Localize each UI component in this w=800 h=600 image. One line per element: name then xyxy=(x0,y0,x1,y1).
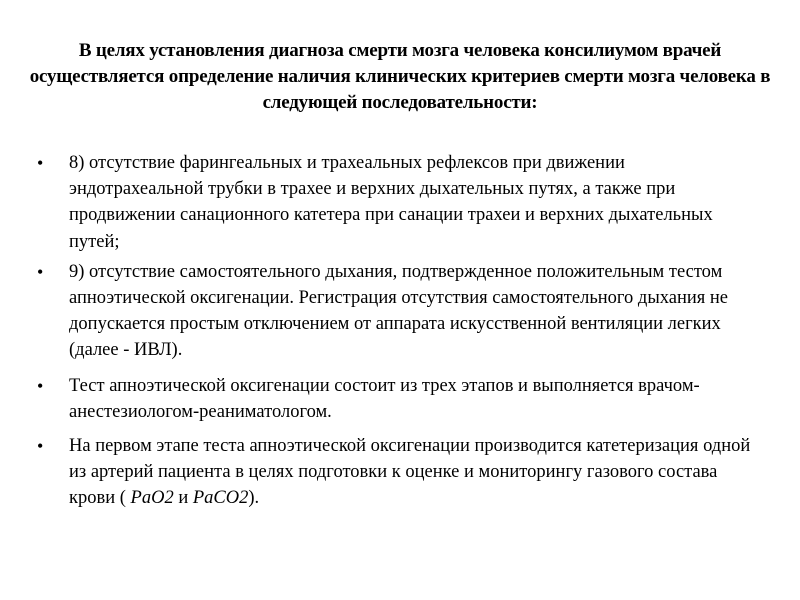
list-item-text: 8) отсутствие фарингеальных и трахеальных рефлексов при движении эндотрахеальной трубки в трахее и верхних дыхательных путях, а также при продвижении санационного катетера при санации трахеи и верхних дыхательных путей; xyxy=(69,153,713,252)
list-item xyxy=(0,150,800,255)
term-paco2: PaCO2 xyxy=(192,488,249,509)
list-item xyxy=(0,373,800,425)
bullet-marker: • xyxy=(37,261,44,282)
list-item-text: 9) отсутствие самостоятельного дыхания, подтвержденное положительным тестом апноэтической оксигенации. Регистрация отсутствия самостоятельного дыхания не допускается простым отключением от аппарата искусственной вентиляции легких (далее - ИВЛ). xyxy=(69,261,729,361)
slide-title: В целях установления диагноза смерти мозга человека консилиумом врачей осуществляется определение наличия клинических критериев смерти мозга человека в следующей последовательности: xyxy=(29,40,771,113)
text-before: На первом этапе теста апноэтической оксигенации производится катетеризация одной из артерий пациента в целях подготовки к оценке и мониторингу газового состава крови ( xyxy=(69,436,751,509)
term-pao2: PaO2 xyxy=(130,488,174,509)
bullet-marker: • xyxy=(37,436,44,457)
text-after: ). xyxy=(248,488,260,509)
list-item xyxy=(0,259,800,364)
bullet-list xyxy=(0,150,800,518)
connector-text: и xyxy=(173,488,193,509)
bullet-marker: • xyxy=(37,153,44,173)
list-item-text: Тест апноэтической оксигенации состоит из трех этапов и выполняется врачом-анестезиологом-реаниматологом. xyxy=(69,375,700,422)
list-item xyxy=(0,433,800,512)
bullet-marker: • xyxy=(37,375,44,396)
list-item-text xyxy=(69,436,750,508)
